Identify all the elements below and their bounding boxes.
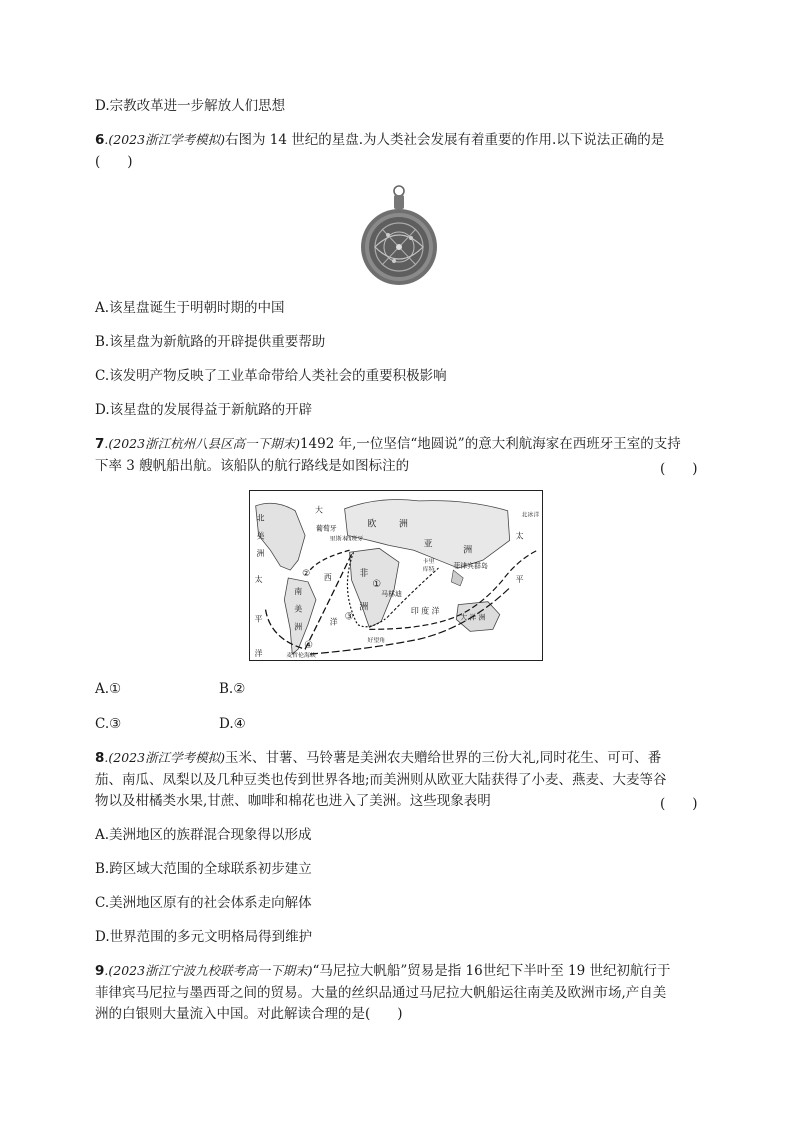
q7-option-d: D.④: [219, 716, 246, 732]
q9-stem-line2: 菲律宾马尼拉与墨西哥之间的贸易。大量的丝织品通过马尼拉大帆船运往南美及欧洲市场,产自美: [95, 985, 667, 1001]
map-label-asia2: 洲: [463, 545, 473, 556]
q8-source: .(2023浙江学考模拟): [104, 750, 225, 765]
map-label-ping2: 平: [515, 574, 524, 584]
q9-stem-line1: [95, 962, 671, 980]
q7-stem-line2: 下率 3 艘帆船出航。该船队的航行路线是如图标注的: [95, 458, 410, 474]
q8-option-c: C.美洲地区原有的社会体系走向解体: [95, 895, 312, 911]
q6-paren: ( ): [95, 154, 133, 170]
world-map: [249, 490, 543, 661]
map-label-ping: 平: [254, 614, 263, 624]
q7-paren: ( ): [660, 461, 698, 477]
q6-option-b: B.该星盘为新航路的开辟提供重要帮助: [95, 334, 326, 350]
q8-option-d: D.世界范围的多元文明格局得到维护: [95, 929, 313, 945]
q7-source: .(2023浙江杭州八县区高一下期末): [104, 436, 300, 451]
map-label-calicut2: 库特: [422, 567, 435, 574]
map-label-asia1: 亚: [423, 539, 433, 550]
map-label-lisbon: 西班牙: [345, 536, 364, 543]
map-label-america-n2: 洲: [256, 549, 265, 559]
q8-paren: ( ): [660, 796, 698, 812]
q6-source: .(2023浙江学考模拟): [104, 132, 225, 147]
q6-option-c: C.该发明产物反映了工业革命带给人类社会的重要积极影响: [95, 368, 447, 384]
q9-stem-text1: “马尼拉大帆船”贸易是指 16世纪下半叶至 19 世纪初航行于: [312, 963, 671, 979]
map-label-north: 北: [256, 513, 265, 523]
map-label-xi: 西: [323, 572, 332, 582]
map-label-philippines: 菲律宾群岛: [453, 562, 488, 571]
q7-option-a: A.①: [95, 681, 122, 697]
q6-number: 6: [95, 132, 105, 148]
map-label-europe1: 欧: [367, 519, 377, 530]
map-label-magellan: 麦哲伦海峡: [286, 653, 316, 660]
q9-stem-line3: 洲的白银则大量流入中国。对此解读合理的是( ): [95, 1006, 403, 1022]
map-label-indian-ocean: 印 度 洋: [410, 606, 440, 616]
q8-stem-line3: 物以及柑橘类水果,甘蔗、咖啡和棉花也进入了美洲。这些现象表明: [95, 793, 491, 809]
map-label-da: 大: [314, 505, 323, 515]
map-label-calicut: 卡里: [422, 559, 435, 566]
map-label-yang2: 洋: [329, 617, 338, 627]
map-label-spain: 里斯本: [329, 536, 348, 543]
map-label-oceania: 大 洋 洲: [460, 613, 486, 622]
q7-stem-line1: [95, 435, 681, 453]
map-label-good-hope: 好望角: [367, 638, 386, 645]
q8-number: 8: [95, 750, 105, 766]
map-label-america-n1: 美: [256, 531, 265, 541]
q8-stem-line1: [95, 749, 661, 767]
map-label-tai: 太: [254, 574, 263, 584]
map-label-mei: 美: [294, 604, 303, 614]
q9-source: .(2023浙江宁波九校联考高一下期末): [104, 963, 313, 978]
q6-stem: [95, 131, 664, 149]
map-label-malindi: 马林迪: [381, 589, 402, 598]
map-label-zhou: 洲: [294, 622, 303, 632]
q8-option-a: A.美洲地区的族群混合现象得以形成: [95, 827, 312, 843]
q6-stem-text: 右图为 14 世纪的星盘.为人类社会发展有着重要的作用.以下说法正确的是: [224, 132, 665, 148]
astrolabe-image: [358, 183, 440, 291]
map-label-africa2: 洲: [359, 602, 369, 613]
map-label-yang: 洋: [254, 649, 263, 659]
q7-option-c: C.③: [95, 716, 122, 732]
q7-stem-text1: 1492 年,一位坚信“地圆说”的意大利航海家在西班牙王室的支持: [299, 436, 681, 452]
q7-option-b: B.②: [219, 681, 246, 697]
q6-option-a: A.该星盘诞生于明朝时期的中国: [95, 300, 285, 316]
map-route-1: ①: [372, 578, 382, 590]
map-label-arctic: 北冰洋: [521, 512, 540, 519]
map-label-europe2: 洲: [398, 519, 408, 530]
q9-number: 9: [95, 963, 105, 979]
map-route-3: ③: [344, 611, 354, 623]
map-label-nan: 南: [294, 586, 303, 596]
prev-option-d: D.宗教改革进一步解放人们思想: [95, 98, 286, 114]
map-route-2: ②: [302, 568, 311, 579]
q6-option-d: D.该星盘的发展得益于新航路的开辟: [95, 402, 313, 418]
q8-stem-line2: 茄、南瓜、凤梨以及几种豆类也传到世界各地;而美洲则从欧亚大陆获得了小麦、燕麦、大麦等谷: [95, 772, 667, 788]
q8-option-b: B.跨区域大范围的全球联系初步建立: [95, 861, 312, 877]
q8-stem-text1: 玉米、甘薯、马铃薯是美洲农夫赠给世界的三份大礼,同时花生、可可、番: [224, 750, 662, 766]
map-route-4: ④: [304, 640, 313, 652]
map-label-tai2: 太: [515, 531, 524, 541]
q7-number: 7: [95, 436, 105, 452]
map-label-africa1: 非: [359, 568, 369, 579]
map-label-portugal: 葡萄牙: [315, 524, 337, 533]
